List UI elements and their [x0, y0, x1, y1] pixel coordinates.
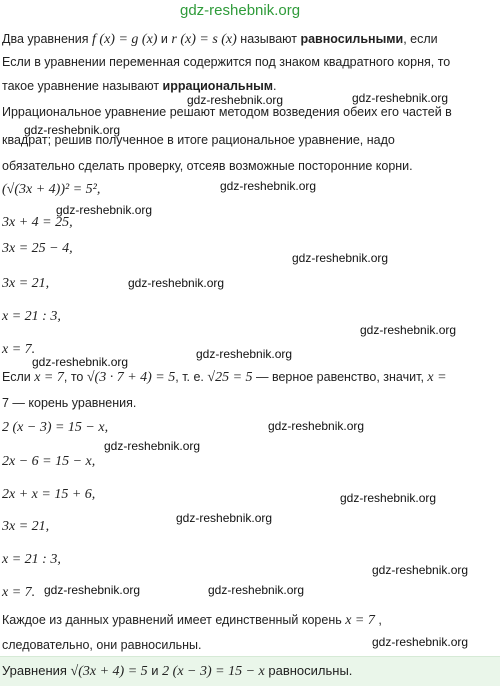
math-expression: √25 = 5	[207, 370, 253, 385]
solution2-step-1: 2 (x − 3) = 15 − x,	[2, 420, 109, 435]
intro-line-5: квадрат; решив полученное в итоге рациональное уравнение, надо	[2, 133, 395, 147]
watermark: gdz-reshebnik.org	[187, 93, 284, 107]
solution2-step-6: x = 7.	[2, 585, 36, 600]
watermark: gdz-reshebnik.org	[176, 511, 273, 525]
solution1-step-3: 3x = 25 − 4,	[2, 241, 73, 256]
watermark: gdz-reshebnik.org	[44, 583, 141, 597]
watermark: gdz-reshebnik.org	[268, 419, 365, 433]
watermark: gdz-reshebnik.org	[56, 203, 153, 217]
watermark: gdz-reshebnik.org	[32, 355, 129, 369]
math-expression: x =	[427, 370, 447, 385]
solution2-step-4: 3x = 21,	[2, 519, 50, 534]
solution1-step-4: 3x = 21,	[2, 276, 50, 291]
solution1-step-6: x = 7.	[2, 342, 36, 357]
text: называют	[236, 32, 301, 46]
bold-term: иррациональным	[162, 79, 274, 93]
conclusion-line-1	[2, 611, 382, 630]
text: .	[273, 79, 277, 93]
watermark: gdz-reshebnik.org	[352, 91, 449, 105]
check-line-1	[2, 368, 447, 387]
answer-box	[0, 656, 500, 686]
text: ,	[374, 613, 382, 627]
watermark: gdz-reshebnik.org	[104, 439, 201, 453]
watermark: gdz-reshebnik.org	[372, 635, 469, 649]
math-expression: x = 7	[34, 370, 64, 385]
solution2-step-3: 2x + x = 15 + 6,	[2, 487, 96, 502]
math-expression: x = 7	[345, 613, 375, 628]
math-expression: 2 (x − 3) = 15 − x	[162, 664, 265, 679]
text: Два уравнения	[2, 32, 93, 46]
text: — верное равенство, значит,	[252, 370, 428, 384]
watermark: gdz-reshebnik.org	[360, 323, 457, 337]
intro-line-1	[2, 30, 438, 49]
watermark: gdz-reshebnik.org	[128, 276, 225, 290]
text: Уравнения	[2, 663, 71, 678]
text: и	[157, 32, 172, 46]
math-expression: f (x) = g (x)	[92, 32, 158, 47]
text: , то	[63, 370, 87, 384]
solution2-step-5: x = 21 : 3,	[2, 552, 61, 567]
intro-line-2: Если в уравнении переменная содержится под знаком квадратного корня, то	[2, 55, 451, 69]
watermark: gdz-reshebnik.org	[292, 251, 389, 265]
intro-line-4: Иррациональное уравнение решают методом возведения обеих его частей в	[2, 105, 452, 119]
watermark: gdz-reshebnik.org	[340, 491, 437, 505]
header-watermark: gdz-reshebnik.org	[180, 2, 301, 19]
watermark: gdz-reshebnik.org	[372, 563, 469, 577]
intro-line-6: обязательно сделать проверку, отсеяв возможные посторонние корни.	[2, 159, 413, 173]
conclusion-line-2: следовательно, они равносильны.	[2, 638, 202, 652]
text: такое уравнение называют	[2, 79, 163, 93]
watermark: gdz-reshebnik.org	[196, 347, 293, 361]
text: и	[147, 663, 163, 678]
solution1-step-1: (√(3x + 4))² = 5²,	[2, 182, 101, 197]
bold-term: равносильными	[300, 32, 404, 46]
solution2-step-2: 2x − 6 = 15 − x,	[2, 454, 96, 469]
text: , т. е.	[175, 370, 208, 384]
check-line-2: 7 — корень уравнения.	[2, 396, 137, 410]
text: равносильны.	[264, 663, 353, 678]
watermark: gdz-reshebnik.org	[24, 123, 121, 137]
text: , если	[403, 32, 438, 46]
watermark: gdz-reshebnik.org	[208, 583, 305, 597]
solution1-step-5: x = 21 : 3,	[2, 309, 61, 324]
solution1-step-2: 3x + 4 = 25,	[2, 215, 73, 230]
text: Если	[2, 370, 35, 384]
math-expression: √(3x + 4) = 5	[70, 664, 148, 679]
answer-text	[2, 663, 352, 680]
math-expression: √(3 · 7 + 4) = 5	[86, 370, 176, 385]
math-expression: r (x) = s (x)	[171, 32, 237, 47]
text: Каждое из данных уравнений имеет единственный корень	[2, 613, 346, 627]
watermark: gdz-reshebnik.org	[220, 179, 317, 193]
